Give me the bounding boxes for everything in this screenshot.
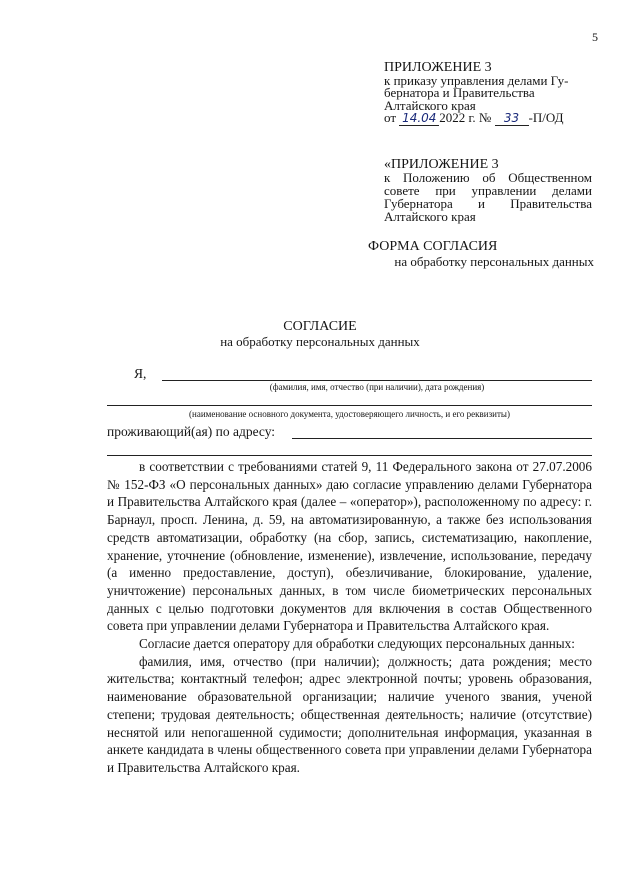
consent-paragraph: Согласие дается оператору для обработки следующих персональных данных: — [139, 636, 575, 652]
number-suffix: -П/ОД — [528, 110, 564, 125]
consent-body — [107, 458, 592, 777]
consent-title: СОГЛАСИЕ — [283, 319, 357, 334]
consent-subtitle: на обработку персональных данных — [220, 334, 420, 349]
appendix-title: ПРИЛОЖЕНИЕ 3 — [384, 60, 492, 75]
address-label: проживающий(ая) по адресу: — [107, 424, 276, 439]
handwritten-date: 14.04 — [399, 112, 439, 126]
appendix-header — [384, 62, 594, 126]
form-title: ФОРМА СОГЛАСИЯ — [368, 239, 498, 254]
appendix2-line: Алтайского края — [384, 209, 476, 224]
form-header — [366, 239, 594, 269]
consent-paragraph: в соответствии с требованиями статей 9, 11 Федерального закона от 27.07.2006 № 152-ФЗ «О персональных данных» даю согласие управлению делами Губернатора и Правительства Алтайского края (далее – «оператор»), расположенному по адресу: г. Барнаул, просп. Ленина, д. 59, на автоматизированную, а также без использования средств автоматизации, обработку (на сбор, запись, систематизацию, накопление, хранение, уточнение (обновление, изменение), извлечение, использование, передачу (а именно предоставление, доступ), обезличивание, блокирование, удаление, уничтожение) персональных данных, в том числе биометрических персональных данных с целью подготовки документов для включения в состав Общественного совета при управлении делами Губернатора и Правительства Алтайского края. — [107, 459, 592, 634]
i-label: Я, — [134, 366, 147, 381]
handwritten-number: 33 — [495, 112, 529, 126]
address-field-line[interactable] — [292, 438, 592, 439]
appendix2-title: «ПРИЛОЖЕНИЕ 3 — [384, 157, 499, 172]
name-caption: (фамилия, имя, отчество (при наличии), дата рождения) — [269, 382, 485, 392]
page-number: 5 — [592, 30, 598, 44]
appendix2-line: к Положению об Общественном — [384, 170, 592, 185]
appendix2-line: Губернатора и Правительства — [384, 196, 592, 211]
appendix2-header — [384, 158, 592, 223]
appendix-date-line — [384, 112, 594, 126]
appendix-line: Алтайского края — [384, 97, 476, 113]
appendix-line: к приказу управления делами Гу- — [384, 72, 569, 88]
appendix-line: бернатора и Правительства — [384, 85, 535, 100]
address-field-line-2[interactable] — [107, 455, 592, 456]
date-suffix: 2022 г. № — [439, 110, 492, 125]
form-subtitle: на обработку персональных данных — [394, 254, 594, 269]
consent-paragraph: фамилия, имя, отчество (при наличии); должность; дата рождения; место жительства; контактный телефон; адрес электронной почты; уровень образования, наименование образовательной организации; наличие ученого звания, ученой степени; трудовая деятельность; общественная деятельность; наличие (отсутствие) неснятой или непогашенной судимости; дополнительная информация, указанная в анкете кандидата в члены общественного совета при управлении делами Губернатора и Правительства Алтайского края. — [107, 653, 592, 775]
date-prefix: от — [384, 110, 397, 125]
appendix2-line: совете при управлении делами — [384, 183, 592, 198]
name-field-line[interactable] — [162, 380, 592, 381]
document-caption: (наименование основного документа, удостоверяющего личность, и его реквизиты) — [189, 409, 510, 419]
document-field-line[interactable] — [107, 405, 592, 406]
